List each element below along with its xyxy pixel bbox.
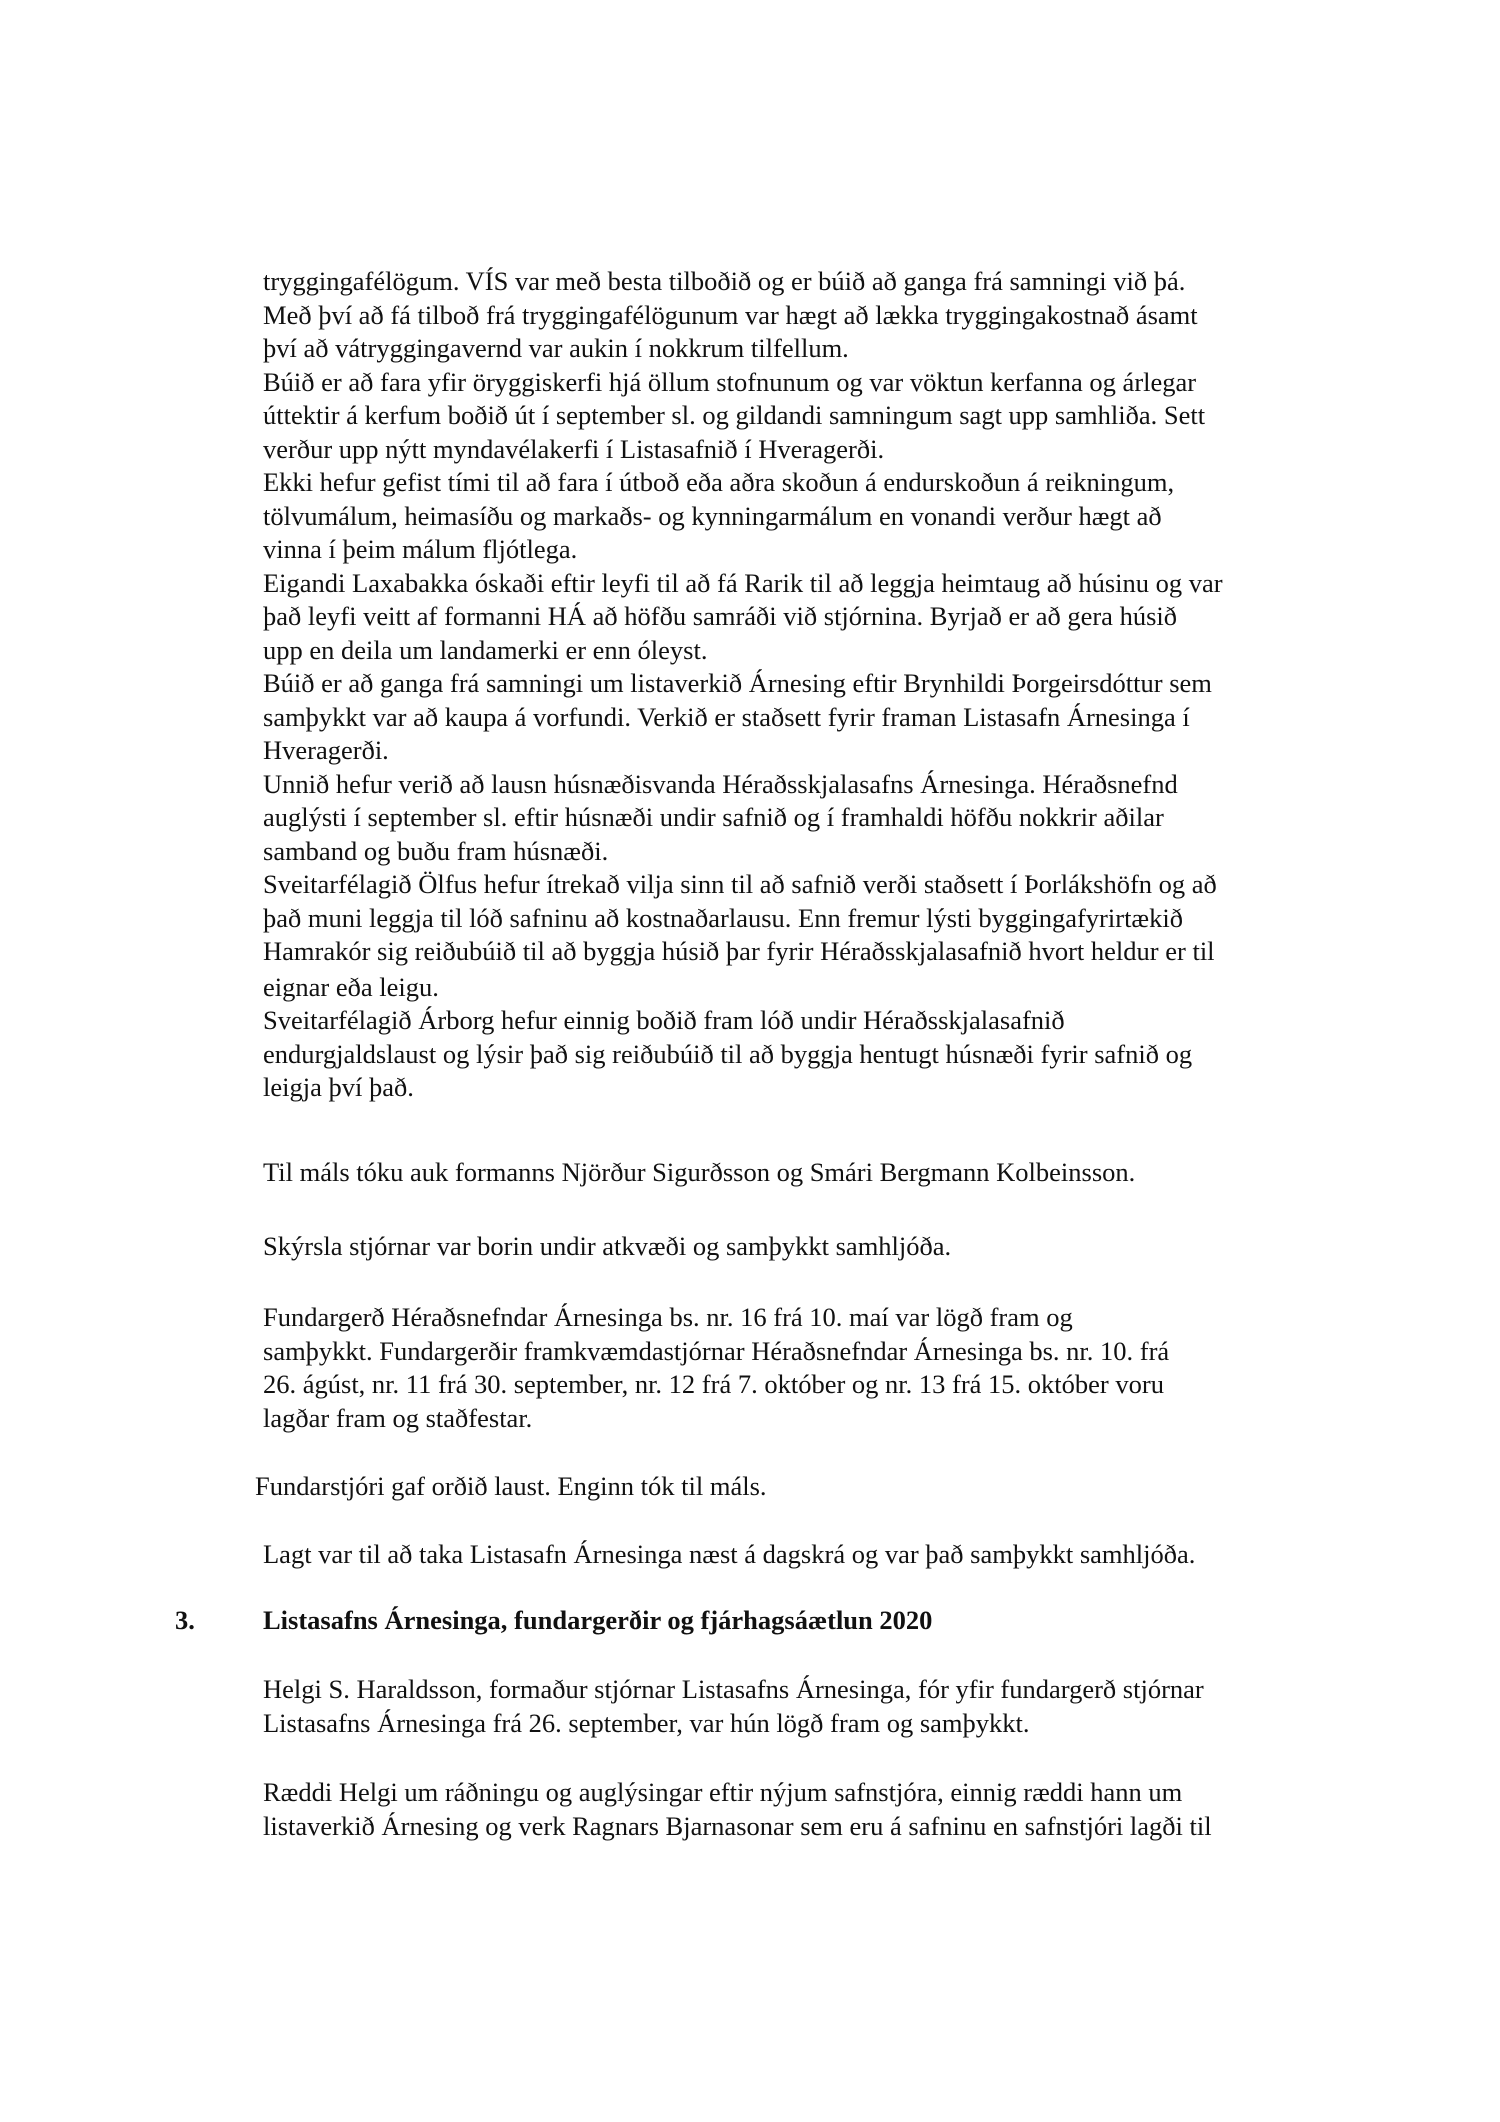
body-line: endurgjaldslaust og lýsir það sig reiðubúið til að byggja hentugt húsnæði fyrir safnið og <box>263 1038 1193 1069</box>
report-body <box>263 265 1343 1105</box>
minutes-line: lagðar fram og staðfestar. <box>263 1402 533 1433</box>
body-line: Hveragerði. <box>263 735 389 765</box>
body-line: Sveitarfélagið Árborg hefur einnig boðið fram lóð undir Héraðsskjalasafnið <box>263 1005 1065 1035</box>
minutes-paragraph <box>263 1301 1343 1435</box>
section-line: Helgi S. Haraldsson, formaður stjórnar Listasafns Árnesinga, fór yfir fundargerð stjórnar <box>263 1674 1204 1704</box>
approval-paragraph: Skýrsla stjórnar var borin undir atkvæði og samþykkt samhljóða. <box>263 1231 952 1261</box>
body-line: vinna í þeim málum fljótlega. <box>263 534 578 564</box>
section-paragraph-2 <box>263 1776 1343 1843</box>
body-line: tölvumálum, heimasíðu og markaðs- og kynningarmálum en vonandi verður hægt að <box>263 500 1162 531</box>
body-line: Sveitarfélagið Ölfus hefur ítrekað vilja sinn til að safnið verði staðsett í Þorlákshöfn og að <box>263 869 1217 899</box>
minutes-line: samþykkt. Fundargerðir framkvæmdastjórnar Héraðsnefndar Árnesinga bs. nr. 10. frá <box>263 1335 1170 1366</box>
body-line: samband og buðu fram húsnæði. <box>263 835 609 866</box>
body-line: Ekki hefur gefist tími til að fara í útboð eða aðra skoðun á endurskoðun á reikningum, <box>263 467 1175 497</box>
minutes-line: Fundargerð Héraðsnefndar Árnesinga bs. nr. 16 frá 10. maí var lögð fram og <box>263 1302 1073 1332</box>
section-line: listaverkið Árnesing og verk Ragnars Bjarnasonar sem eru á safninu en safnstjóri lagði til <box>263 1810 1212 1841</box>
body-line: því að vátryggingavernd var aukin í nokkrum tilfellum. <box>263 333 849 363</box>
body-line: verður upp nýtt myndavélakerfi í Listasafnið í Hveragerði. <box>263 433 885 464</box>
body-line: samþykkt var að kaupa á vorfundi. Verkið er staðsett fyrir framan Listasafn Árnesinga í <box>263 701 1190 732</box>
body-line: úttektir á kerfum boðið út í september sl. og gildandi samningum sagt upp samhliða. Sett <box>263 400 1206 430</box>
body-line: Unnið hefur verið að lausn húsnæðisvanda Héraðsskjalasafns Árnesinga. Héraðsnefnd <box>263 768 1178 799</box>
minutes-line: 26. ágúst, nr. 11 frá 30. september, nr. 12 frá 7. október og nr. 13 frá 15. október voru <box>263 1369 1164 1399</box>
agenda-proposal-paragraph: Lagt var til að taka Listasafn Árnesinga næst á dagskrá og var það samþykkt samhljóða. <box>263 1539 1196 1569</box>
body-line: Eigandi Laxabakka óskaði eftir leyfi til að fá Rarik til að leggja heimtaug að húsinu og var <box>263 567 1223 598</box>
body-line: tryggingafélögum. VÍS var með besta tilboðið og er búið að ganga frá samningi við þá. <box>263 266 1186 296</box>
section-title: Listasafns Árnesinga, fundargerðir og fjárhagsáætlun 2020 <box>263 1605 933 1635</box>
section-line: Listasafns Árnesinga frá 26. september, var hún lögð fram og samþykkt. <box>263 1707 1030 1738</box>
body-line: upp en deila um landamerki er enn óleyst. <box>263 634 708 665</box>
speakers-paragraph: Til máls tóku auk formanns Njörður Sigurðsson og Smári Bergmann Kolbeinsson. <box>263 1157 1136 1187</box>
body-line: Búið er að fara yfir öryggiskerfi hjá öllum stofnunum og var vöktun kerfanna og árlegar <box>263 366 1197 397</box>
floor-open-paragraph: Fundarstjóri gaf orðið laust. Enginn tók til máls. <box>255 1471 767 1501</box>
body-line: auglýsti í september sl. eftir húsnæði undir safnið og í framhaldi höfðu nokkrir aðilar <box>263 802 1164 832</box>
body-line: Búið er að ganga frá samningi um listaverkið Árnesing eftir Brynhildi Þorgeirsdóttur sem <box>263 668 1212 698</box>
section-line: Ræddi Helgi um ráðningu og auglýsingar eftir nýjum safnstjóra, einnig ræddi hann um <box>263 1777 1183 1807</box>
section-paragraph-1 <box>263 1673 1343 1740</box>
body-line: það leyfi veitt af formanni HÁ að höfðu samráði við stjórnina. Byrjað er að gera húsið <box>263 601 1177 631</box>
body-line: Hamrakór sig reiðubúið til að byggja húsið þar fyrir Héraðsskjalasafnið hvort heldur er til <box>263 936 1215 966</box>
section-number: 3. <box>175 1605 195 1635</box>
body-line: það muni leggja til lóð safninu að kostnaðarlausu. Enn fremur lýsti byggingafyrirtækið <box>263 902 1183 933</box>
body-line: eignar eða leigu. <box>263 971 439 1002</box>
body-line: leigja því það. <box>263 1072 414 1102</box>
body-line: Með því að fá tilboð frá tryggingafélögunum var hægt að lækka tryggingakostnað ásamt <box>263 299 1198 330</box>
